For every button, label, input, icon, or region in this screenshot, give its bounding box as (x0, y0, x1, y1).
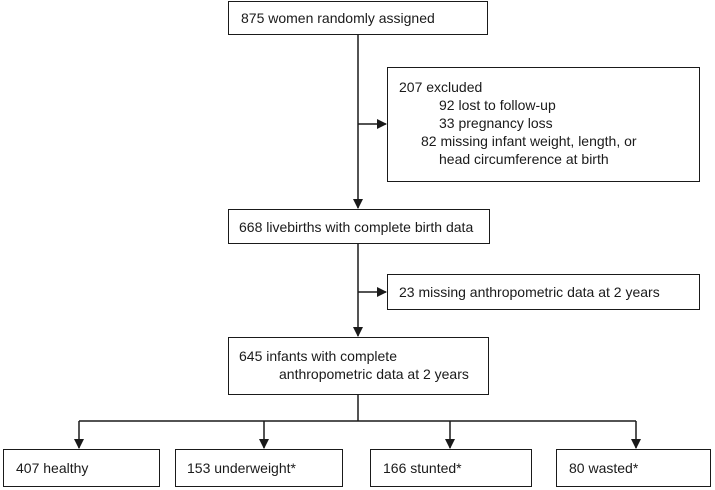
complete-2y-box (228, 337, 489, 395)
outcome-underweight-box (175, 449, 343, 487)
excluded-box (387, 67, 700, 182)
excluded-pregnancy-loss: 33 pregnancy loss (439, 115, 553, 131)
complete-2y-line2: anthropometric data at 2 years (279, 366, 469, 382)
outcome-stunted-label: 166 stunted* (383, 460, 462, 476)
outcome-stunted-box (370, 449, 532, 487)
outcome-healthy-label: 407 healthy (16, 460, 89, 476)
randomised-box (228, 1, 488, 35)
outcome-underweight-label: 153 underweight* (187, 460, 296, 476)
missing-2y-box (387, 274, 700, 310)
outcome-wasted-box (556, 449, 711, 487)
livebirths-box (228, 209, 490, 244)
excluded-missing-birth-line1: 82 missing infant weight, length, or (421, 133, 637, 149)
randomised-label: 875 women randomly assigned (241, 10, 435, 26)
complete-2y-line1: 645 infants with complete (239, 348, 397, 364)
excluded-lost: 92 lost to follow-up (439, 97, 556, 113)
outcome-healthy-box (3, 449, 160, 487)
missing-2y-label: 23 missing anthropometric data at 2 years (399, 284, 660, 300)
livebirths-label: 668 livebirths with complete birth data (239, 219, 474, 235)
excluded-missing-birth-line2: head circumference at birth (439, 151, 609, 167)
outcome-wasted-label: 80 wasted* (569, 460, 639, 476)
excluded-header: 207 excluded (399, 79, 483, 95)
